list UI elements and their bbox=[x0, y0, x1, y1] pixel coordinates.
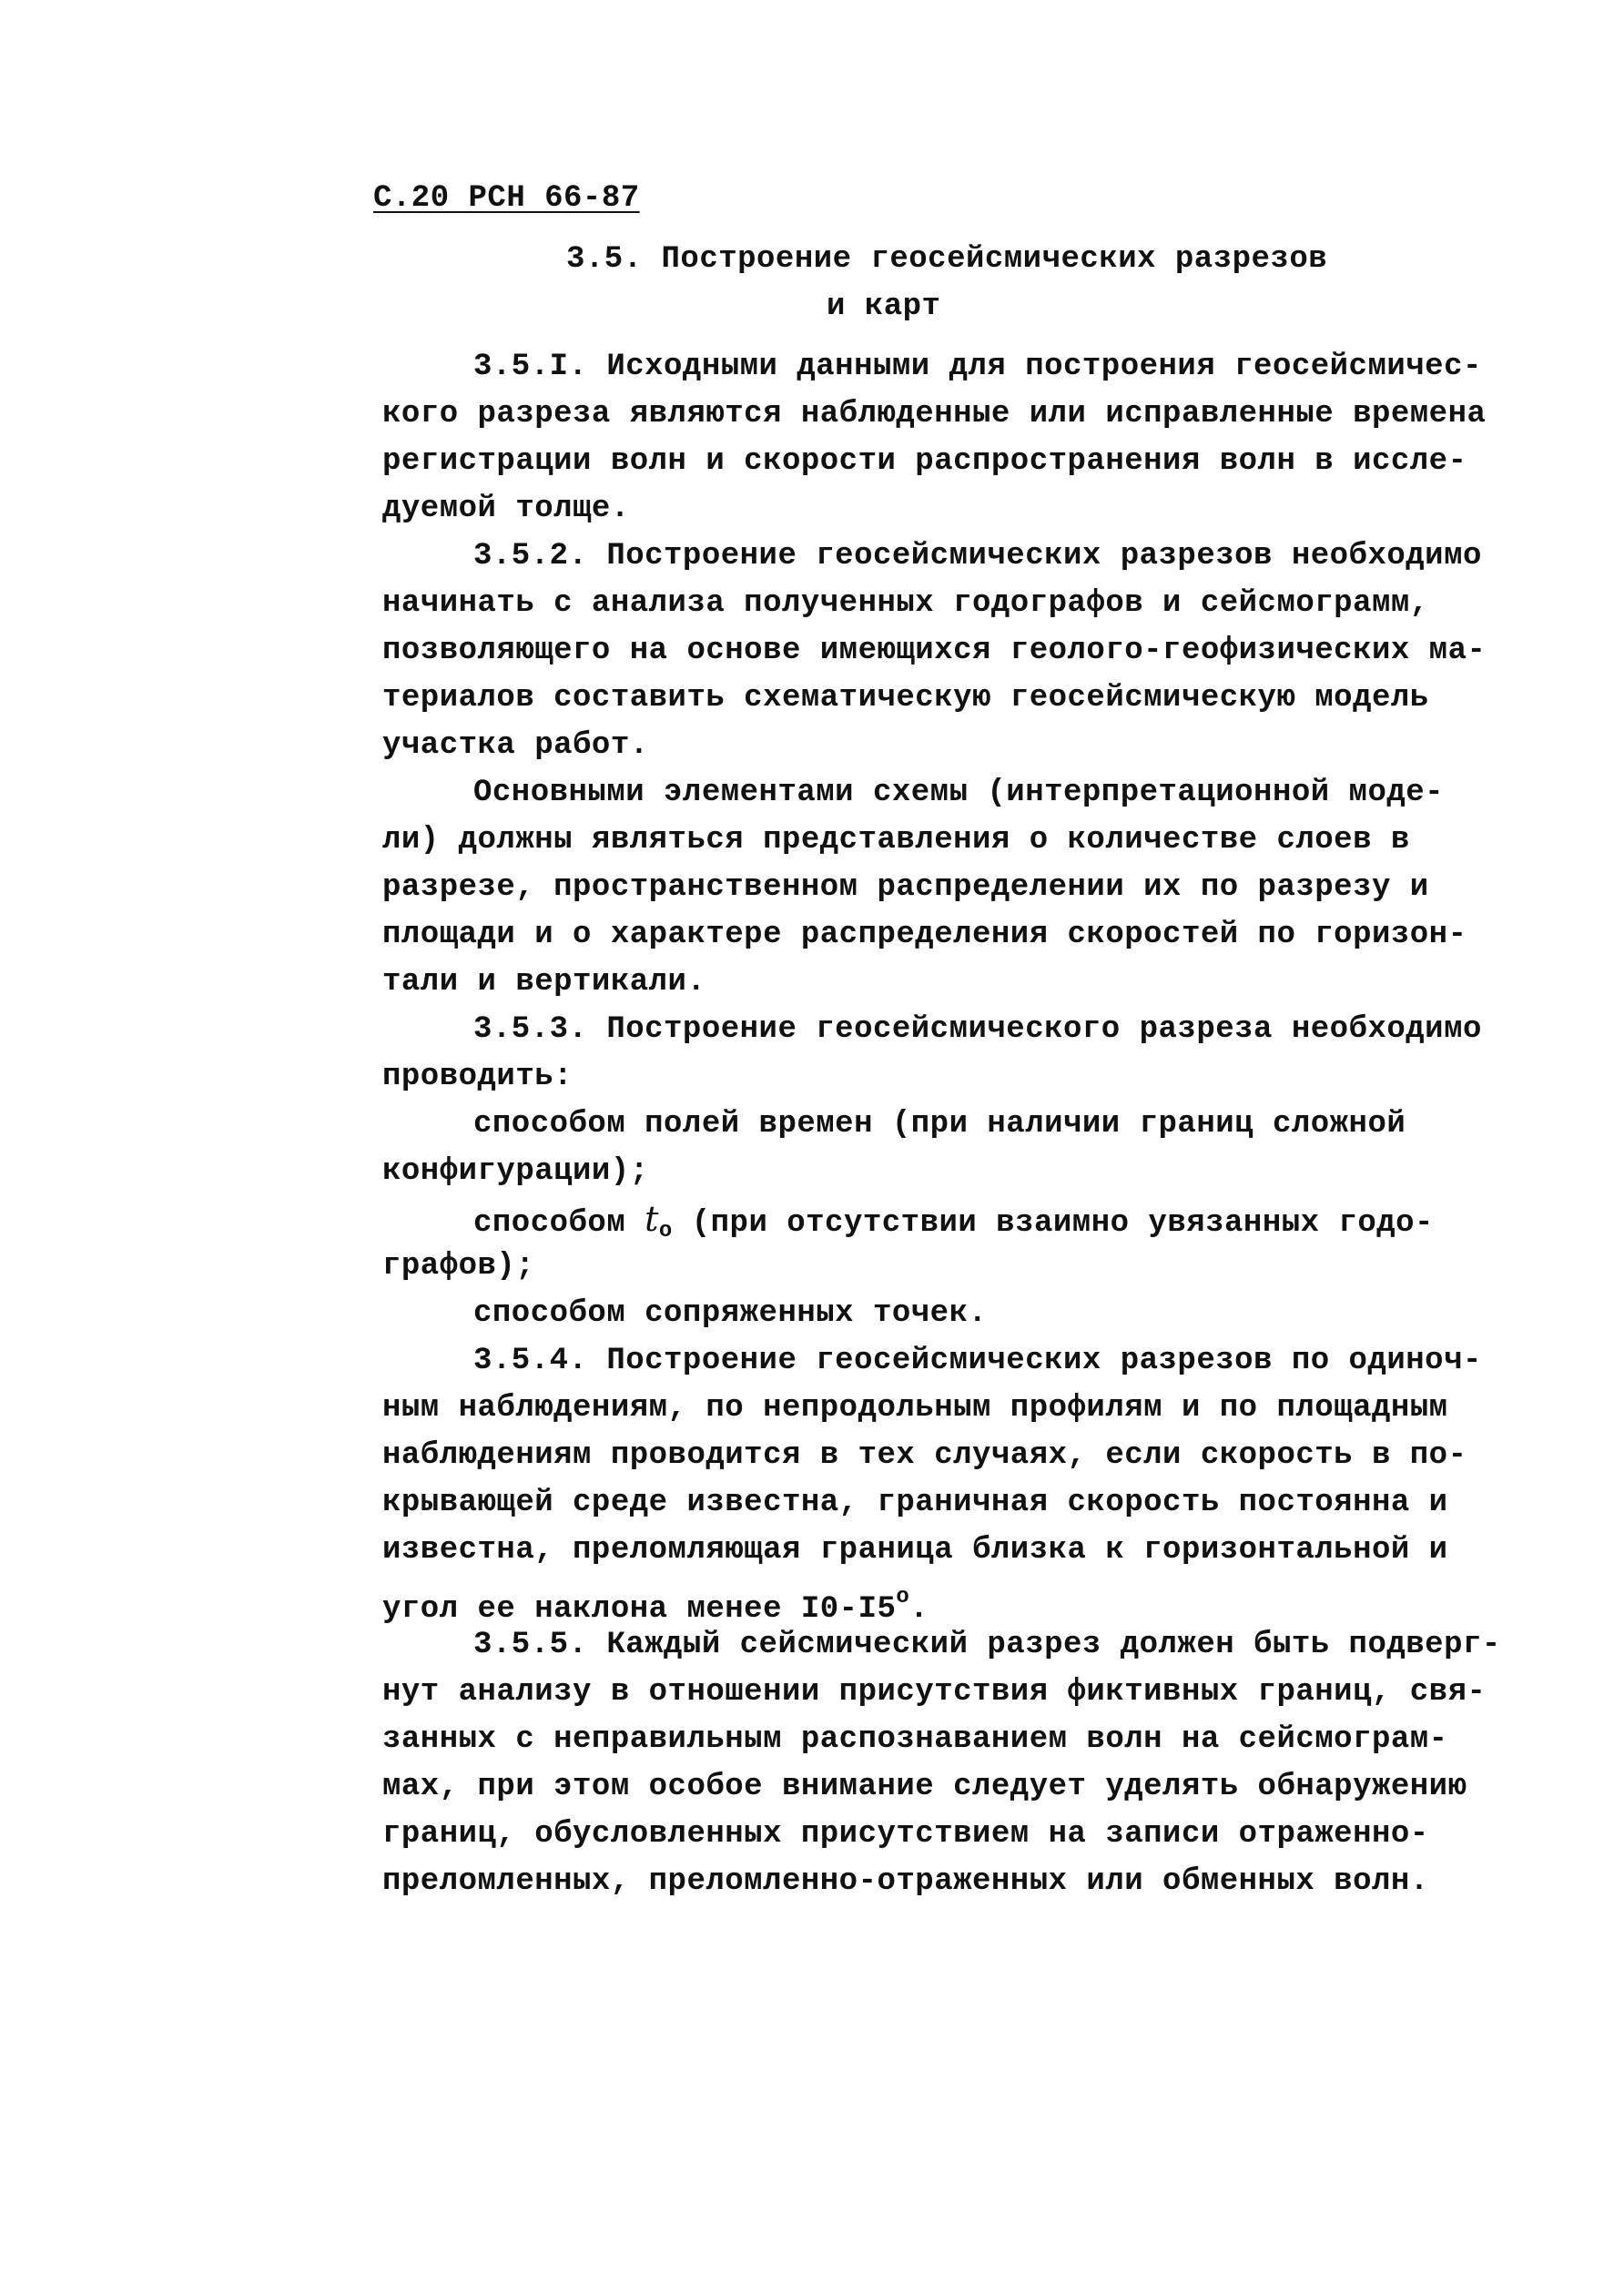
body-line: 3.5.4. Построение геосейсмических разрезов по одиноч- bbox=[473, 1344, 1482, 1378]
t0-line-after: (при отсутствии взаимно увязанных годо- bbox=[672, 1206, 1434, 1241]
body-line: способом полей времен (при наличии границ сложной bbox=[473, 1107, 1406, 1142]
body-line: тали и вертикали. bbox=[382, 965, 706, 1000]
body-line: способом сопряженных точек. bbox=[473, 1296, 988, 1331]
t0-subscript: o bbox=[658, 1219, 673, 1244]
t0-line-before: способом bbox=[473, 1206, 645, 1241]
body-line: 3.5.I. Исходными данными для построения геосейсмичес- bbox=[473, 350, 1482, 384]
body-line: ли) должны являться представления о количестве слоев в bbox=[382, 823, 1410, 858]
section-title-line-2: и карт bbox=[827, 289, 941, 324]
page-header: С.20 РСН 66-87 bbox=[373, 181, 640, 216]
body-line: известна, преломляющая граница близка к горизонтальной и bbox=[382, 1533, 1448, 1568]
body-line: крывающей среде известна, граничная скорость постоянна и bbox=[382, 1486, 1448, 1520]
body-line: конфигурации); bbox=[382, 1154, 649, 1189]
body-line: дуемой толще. bbox=[382, 492, 630, 526]
body-line: 3.5.2. Построение геосейсмических разрезов необходимо bbox=[473, 539, 1482, 574]
body-line: 3.5.5. Каждый сейсмический разрез должен быть подверг- bbox=[473, 1628, 1501, 1662]
body-line: 3.5.3. Построение геосейсмического разреза необходимо bbox=[473, 1012, 1482, 1047]
t0-symbol: t bbox=[645, 1199, 659, 1239]
body-line: начинать с анализа полученных годографов и сейсмограмм, bbox=[382, 586, 1429, 621]
degree-superscript: о bbox=[896, 1585, 910, 1609]
body-line: графов); bbox=[382, 1249, 535, 1284]
t0-method-line bbox=[473, 1201, 1434, 1250]
body-line: нут анализу в отношении присутствия фиктивных границ, свя- bbox=[382, 1675, 1487, 1710]
body-line: регистрации волн и скорости распространения волн в иссле- bbox=[382, 444, 1467, 479]
body-line: преломленных, преломленно-отраженных или обменных волн. bbox=[382, 1864, 1429, 1899]
body-line: занных с неправильным распознаванием волн на сейсмограм- bbox=[382, 1722, 1448, 1757]
body-line: мах, при этом особое внимание следует уделять обнаружению bbox=[382, 1770, 1467, 1804]
angle-line bbox=[382, 1579, 929, 1628]
body-line: проводить: bbox=[382, 1060, 573, 1094]
body-line: Основными элементами схемы (интерпретационной моде- bbox=[473, 776, 1445, 810]
body-line: кого разреза являются наблюденные или исправленные времена bbox=[382, 397, 1487, 431]
body-line: наблюдениям проводится в тех случаях, если скорость в по- bbox=[382, 1438, 1467, 1473]
body-line: границ, обусловленных присутствием на записи отраженно- bbox=[382, 1817, 1429, 1852]
body-line: териалов составить схематическую геосейсмическую модель bbox=[382, 681, 1429, 716]
body-line: площади и о характере распределения скоростей по горизон- bbox=[382, 918, 1467, 952]
body-line: разрезе, пространственном распределении их по разрезу и bbox=[382, 870, 1429, 905]
body-line: ным наблюдениям, по непродольным профилям и по площадным bbox=[382, 1391, 1448, 1426]
angle-line-text: угол ее наклона менее I0-I5 bbox=[382, 1592, 897, 1627]
angle-line-end: . bbox=[909, 1592, 929, 1627]
body-line: позволяющего на основе имеющихся геолого-геофизических ма- bbox=[382, 634, 1487, 668]
section-title-line-1: 3.5. Построение геосейсмических разрезов bbox=[566, 242, 1328, 277]
body-line: участка работ. bbox=[382, 728, 649, 763]
